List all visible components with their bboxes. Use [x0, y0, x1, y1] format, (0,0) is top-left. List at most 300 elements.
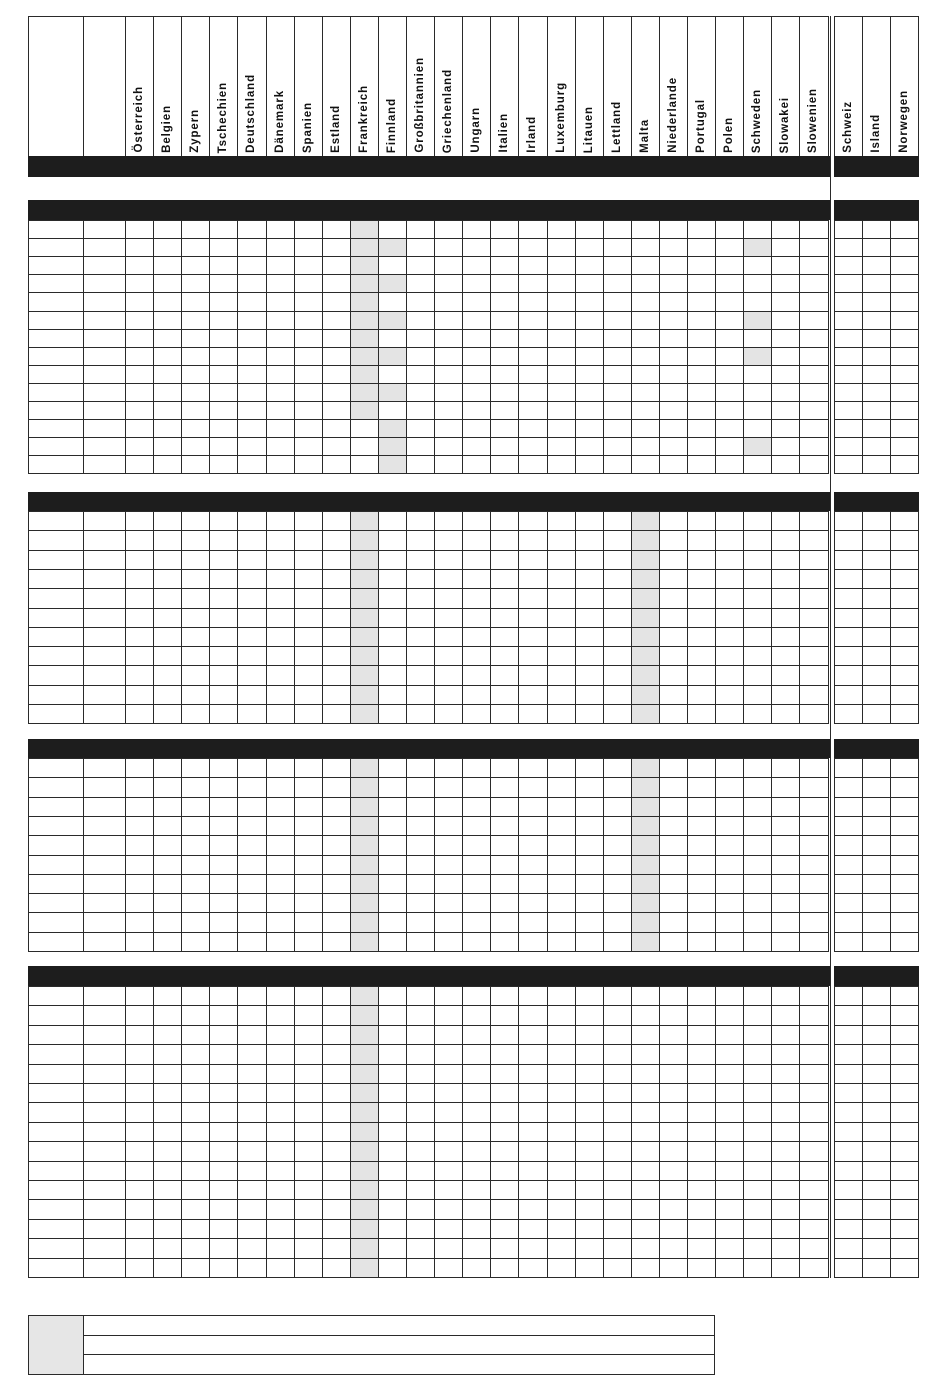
grid-col-line: [237, 220, 238, 473]
grid-col-line-efta: [918, 220, 919, 473]
country-label: Großbritannien: [414, 57, 427, 153]
grid-col-line: [631, 220, 632, 473]
grid-row-line-efta: [834, 256, 919, 257]
grid-row-line: [28, 530, 829, 531]
grid-row-line: [28, 1102, 829, 1103]
grid-col-line: [462, 511, 463, 723]
grid-col-line: [715, 511, 716, 723]
separator-line: [830, 16, 831, 1278]
grid-row-line-efta: [834, 1258, 919, 1259]
grid-row-line: [28, 627, 829, 628]
grid-col-line: [28, 758, 29, 951]
grid-row-line-efta: [834, 932, 919, 933]
section-3-header-bar: [28, 739, 830, 758]
grid-col-line: [266, 758, 267, 951]
country-label: Spanien: [301, 101, 314, 153]
grid-col-line: [378, 986, 379, 1277]
grid-col-line: [350, 758, 351, 951]
grid-col-line: [631, 986, 632, 1277]
grid-row-line: [28, 797, 829, 798]
grid-row-line-efta: [834, 473, 919, 474]
grid-col-line: [462, 220, 463, 473]
shaded-cell: [379, 456, 406, 473]
grid-row-line: [28, 1141, 829, 1142]
country-label: Slowenien: [807, 88, 820, 153]
grid-col-line: [153, 986, 154, 1277]
grid-col-line-efta: [862, 986, 863, 1277]
grid-row-line-efta: [834, 816, 919, 817]
country-label: Griechenland: [442, 68, 455, 153]
grid-row-line: [28, 569, 829, 570]
grid-row-line: [28, 550, 829, 551]
header-black-bar-efta: [834, 156, 919, 177]
country-label: Italien: [498, 113, 511, 153]
grid-col-line: [434, 511, 435, 723]
grid-row-line: [28, 1064, 829, 1065]
country-label: Irland: [526, 116, 539, 153]
column-header-11: [406, 16, 434, 156]
grid-row-line: [28, 292, 829, 293]
column-header-24: [771, 16, 799, 156]
grid-row-line: [28, 401, 829, 402]
grid-col-line: [181, 511, 182, 723]
column-header-14: [490, 16, 518, 156]
grid-row-line-efta: [834, 419, 919, 420]
grid-col-line: [378, 511, 379, 723]
grid-row-line-efta: [834, 758, 919, 759]
grid-col-line: [83, 758, 84, 951]
country-label: Niederlande: [666, 77, 679, 153]
grid-col-line: [350, 986, 351, 1277]
grid-row-line-efta: [834, 1025, 919, 1026]
grid-row-line: [28, 1238, 829, 1239]
column-header-12: [434, 16, 462, 156]
grid-col-line: [322, 511, 323, 723]
efta-column-header-2: [862, 16, 890, 156]
grid-row-line: [28, 1219, 829, 1220]
grid-col-line: [687, 986, 688, 1277]
grid-row-line-efta: [834, 797, 919, 798]
grid-row-line-efta: [834, 550, 919, 551]
grid-row-line: [28, 329, 829, 330]
grid-col-line: [490, 758, 491, 951]
grid-col-line: [743, 758, 744, 951]
country-label: Slowakei: [779, 96, 792, 153]
country-label: Deutschland: [245, 74, 258, 153]
grid-col-line-efta: [862, 220, 863, 473]
grid-col-line: [462, 986, 463, 1277]
grid-row-line-efta: [834, 1083, 919, 1084]
grid-row-line: [28, 951, 829, 952]
grid-col-line: [237, 511, 238, 723]
grid-row-line-efta: [834, 1180, 919, 1181]
shaded-cell: [744, 312, 771, 329]
country-label: Zypern: [189, 109, 202, 153]
column-header-10: [378, 16, 406, 156]
grid-col-line: [209, 220, 210, 473]
header-col-line: [918, 16, 919, 156]
header-col-line: [28, 16, 29, 156]
grid-col-line: [434, 220, 435, 473]
column-header-3: [181, 16, 209, 156]
grid-col-line: [83, 986, 84, 1277]
grid-row-line-efta: [834, 1199, 919, 1200]
grid-col-line: [153, 511, 154, 723]
section-4-header-bar-efta: [834, 966, 919, 986]
grid-col-line-efta: [834, 758, 835, 951]
grid-row-line-efta: [834, 1161, 919, 1162]
shaded-column-cells: [351, 986, 378, 1277]
shaded-cell: [379, 384, 406, 401]
grid-col-line: [209, 758, 210, 951]
column-header-5: [237, 16, 265, 156]
legend-row-line: [28, 1354, 715, 1355]
grid-col-line: [125, 220, 126, 473]
grid-row-line: [28, 835, 829, 836]
grid-row-line-efta: [834, 311, 919, 312]
grid-col-line: [771, 220, 772, 473]
grid-col-line: [28, 511, 29, 723]
grid-row-line: [28, 1161, 829, 1162]
section-3-header-bar-efta: [834, 739, 919, 758]
grid-row-line-efta: [834, 511, 919, 512]
grid-row-line: [28, 1122, 829, 1123]
grid-row-line: [28, 932, 829, 933]
country-label: Schweiz: [842, 101, 854, 153]
country-label: Frankreich: [357, 85, 370, 153]
country-label: Tschechien: [217, 81, 230, 153]
grid-col-line: [743, 220, 744, 473]
grid-col-line: [181, 220, 182, 473]
shaded-column-cells: [351, 220, 378, 419]
column-header-8: [322, 16, 350, 156]
grid-col-line-efta: [890, 511, 891, 723]
country-label: Dänemark: [273, 90, 286, 153]
grid-col-line: [125, 758, 126, 951]
grid-col-line: [237, 758, 238, 951]
grid-row-line: [28, 1025, 829, 1026]
grid-col-line: [518, 220, 519, 473]
grid-row-line-efta: [834, 569, 919, 570]
grid-row-line: [28, 665, 829, 666]
grid-col-line: [771, 511, 772, 723]
grid-col-line: [547, 758, 548, 951]
section-1-header-bar: [28, 200, 830, 220]
grid-col-line: [434, 986, 435, 1277]
grid-col-line: [659, 986, 660, 1277]
grid-col-line: [715, 986, 716, 1277]
grid-row-line-efta: [834, 274, 919, 275]
grid-col-line: [799, 758, 800, 951]
grid-col-line: [28, 220, 29, 473]
grid-row-line: [28, 473, 829, 474]
grid-row-line: [28, 311, 829, 312]
grid-col-line: [575, 220, 576, 473]
grid-col-line: [828, 511, 829, 723]
legend-key-cells: [29, 1316, 83, 1374]
country-label: Litauen: [582, 105, 595, 153]
column-header-2: [153, 16, 181, 156]
column-header-9: [350, 16, 378, 156]
grid-row-line-efta: [834, 588, 919, 589]
grid-row-line-efta: [834, 1064, 919, 1065]
country-label: Estland: [329, 105, 342, 153]
grid-col-line: [181, 758, 182, 951]
grid-col-line: [294, 758, 295, 951]
grid-row-line: [28, 704, 829, 705]
header-col-line: [83, 16, 84, 156]
column-header-23: [743, 16, 771, 156]
grid-row-line-efta: [834, 1044, 919, 1045]
grid-row-line-efta: [834, 1219, 919, 1220]
grid-row-line-efta: [834, 835, 919, 836]
grid-col-line: [547, 986, 548, 1277]
column-header-13: [462, 16, 490, 156]
legend-row-line: [28, 1335, 715, 1336]
grid-row-line: [28, 912, 829, 913]
grid-row-line-efta: [834, 292, 919, 293]
grid-col-line: [687, 511, 688, 723]
legend-row-line: [28, 1374, 715, 1375]
grid-row-line: [28, 365, 829, 366]
grid-col-line: [490, 220, 491, 473]
grid-col-line: [322, 220, 323, 473]
grid-row-line-efta: [834, 608, 919, 609]
grid-row-line: [28, 1277, 829, 1278]
shaded-cell: [744, 438, 771, 455]
grid-col-line: [687, 220, 688, 473]
grid-col-line: [603, 986, 604, 1277]
grid-col-line: [799, 986, 800, 1277]
grid-col-line: [659, 758, 660, 951]
grid-col-line: [743, 986, 744, 1277]
grid-col-line: [378, 758, 379, 951]
efta-column-header-3: [890, 16, 918, 156]
grid-row-line-efta: [834, 627, 919, 628]
grid-col-line: [547, 511, 548, 723]
section-2-header-bar: [28, 492, 830, 511]
grid-row-line: [28, 238, 829, 239]
grid-row-line: [28, 874, 829, 875]
grid-col-line: [799, 511, 800, 723]
grid-row-line-efta: [834, 455, 919, 456]
grid-col-line: [266, 511, 267, 723]
grid-row-line-efta: [834, 437, 919, 438]
shaded-cell: [744, 239, 771, 256]
grid-row-line: [28, 437, 829, 438]
grid-col-line-efta: [918, 986, 919, 1277]
grid-row-line-efta: [834, 874, 919, 875]
grid-col-line: [575, 758, 576, 951]
grid-col-line: [799, 220, 800, 473]
grid-col-line: [490, 511, 491, 723]
country-label: Island: [870, 114, 882, 153]
country-label: Polen: [723, 117, 736, 153]
grid-col-line: [659, 220, 660, 473]
column-header-20: [659, 16, 687, 156]
grid-row-line-efta: [834, 912, 919, 913]
grid-col-line: [294, 511, 295, 723]
grid-row-line: [28, 777, 829, 778]
column-header-7: [294, 16, 322, 156]
grid-col-line: [518, 986, 519, 1277]
country-label: Portugal: [695, 99, 708, 153]
grid-row-line: [28, 1180, 829, 1181]
grid-row-line-efta: [834, 893, 919, 894]
grid-col-line: [518, 758, 519, 951]
grid-row-line: [28, 646, 829, 647]
grid-col-line: [28, 986, 29, 1277]
grid-row-line: [28, 274, 829, 275]
grid-row-line: [28, 588, 829, 589]
grid-row-line: [28, 758, 829, 759]
grid-col-line: [659, 511, 660, 723]
grid-row-line: [28, 419, 829, 420]
country-label: Österreich: [133, 86, 146, 153]
shaded-column-cells: [632, 511, 659, 723]
grid-row-line-efta: [834, 329, 919, 330]
grid-col-line: [434, 758, 435, 951]
grid-col-line: [181, 986, 182, 1277]
grid-col-line: [771, 986, 772, 1277]
grid-row-line-efta: [834, 401, 919, 402]
column-header-15: [518, 16, 546, 156]
grid-col-line: [743, 511, 744, 723]
grid-row-line-efta: [834, 1238, 919, 1239]
grid-col-line: [350, 220, 351, 473]
grid-col-line-efta: [890, 758, 891, 951]
grid-col-line: [125, 986, 126, 1277]
grid-row-line-efta: [834, 704, 919, 705]
grid-col-line-efta: [834, 511, 835, 723]
section-4-header-bar: [28, 966, 830, 986]
section-1-header-bar-efta: [834, 200, 919, 220]
header-black-bar: [28, 156, 830, 177]
grid-row-line: [28, 1044, 829, 1045]
grid-col-line: [153, 758, 154, 951]
country-label: Norwegen: [898, 90, 910, 153]
legend-row-line: [28, 1315, 715, 1316]
grid-row-line-efta: [834, 1277, 919, 1278]
shaded-cell: [379, 239, 406, 256]
grid-row-line-efta: [834, 1141, 919, 1142]
grid-row-line-efta: [834, 646, 919, 647]
column-header-16: [547, 16, 575, 156]
grid-col-line: [828, 220, 829, 473]
grid-col-line: [209, 986, 210, 1277]
grid-col-line: [83, 511, 84, 723]
grid-col-line: [153, 220, 154, 473]
grid-row-line-efta: [834, 723, 919, 724]
grid-col-line-efta: [862, 758, 863, 951]
grid-col-line: [378, 220, 379, 473]
grid-row-line: [28, 383, 829, 384]
grid-row-line: [28, 1083, 829, 1084]
grid-row-line: [28, 256, 829, 257]
efta-column-header-1: [834, 16, 862, 156]
grid-col-line: [83, 220, 84, 473]
shaded-cell: [379, 275, 406, 292]
grid-col-line: [125, 511, 126, 723]
grid-col-line-efta: [918, 758, 919, 951]
grid-col-line: [350, 511, 351, 723]
section-2-header-bar-efta: [834, 492, 919, 511]
grid-row-line-efta: [834, 238, 919, 239]
column-header-21: [687, 16, 715, 156]
grid-row-line-efta: [834, 347, 919, 348]
column-header-22: [715, 16, 743, 156]
shaded-cell: [379, 420, 406, 437]
grid-col-line: [209, 511, 210, 723]
country-label: Schweden: [751, 88, 764, 153]
grid-col-line: [631, 511, 632, 723]
grid-row-line-efta: [834, 1005, 919, 1006]
grid-col-line-efta: [918, 511, 919, 723]
grid-row-line-efta: [834, 383, 919, 384]
grid-col-line: [715, 220, 716, 473]
grid-col-line-efta: [834, 220, 835, 473]
grid-row-line: [28, 1005, 829, 1006]
grid-row-line: [28, 347, 829, 348]
grid-col-line-efta: [862, 511, 863, 723]
grid-col-line: [294, 220, 295, 473]
column-header-6: [266, 16, 294, 156]
grid-col-line-efta: [890, 986, 891, 1277]
column-header-19: [631, 16, 659, 156]
shaded-cell: [744, 348, 771, 365]
country-label: Malta: [638, 119, 651, 153]
grid-row-line-efta: [834, 220, 919, 221]
grid-row-line: [28, 986, 829, 987]
column-header-25: [799, 16, 827, 156]
column-header-4: [209, 16, 237, 156]
grid-col-line: [266, 986, 267, 1277]
country-label: Luxemburg: [554, 82, 567, 153]
grid-row-line-efta: [834, 530, 919, 531]
column-header-18: [603, 16, 631, 156]
grid-col-line: [518, 511, 519, 723]
legend-col-line: [83, 1315, 84, 1375]
grid-row-line-efta: [834, 951, 919, 952]
legend-col-line: [28, 1315, 29, 1375]
grid-row-line: [28, 855, 829, 856]
country-label: Ungarn: [470, 107, 483, 153]
country-label: Lettland: [610, 101, 623, 153]
shaded-column-cells: [351, 511, 378, 723]
grid-col-line-efta: [890, 220, 891, 473]
grid-row-line: [28, 220, 829, 221]
grid-col-line: [406, 511, 407, 723]
grid-col-line: [603, 758, 604, 951]
grid-col-line: [406, 986, 407, 1277]
header-col-line: [828, 16, 829, 156]
grid-row-line-efta: [834, 365, 919, 366]
country-label: Belgien: [161, 105, 174, 153]
grid-col-line: [490, 986, 491, 1277]
grid-row-line: [28, 608, 829, 609]
grid-row-line-efta: [834, 1102, 919, 1103]
grid-col-line: [237, 986, 238, 1277]
grid-row-line-efta: [834, 777, 919, 778]
grid-col-line: [462, 758, 463, 951]
grid-col-line: [547, 220, 548, 473]
grid-col-line: [294, 986, 295, 1277]
grid-col-line: [322, 986, 323, 1277]
column-header-17: [575, 16, 603, 156]
grid-col-line: [575, 511, 576, 723]
grid-row-line-efta: [834, 1122, 919, 1123]
grid-col-line: [828, 758, 829, 951]
